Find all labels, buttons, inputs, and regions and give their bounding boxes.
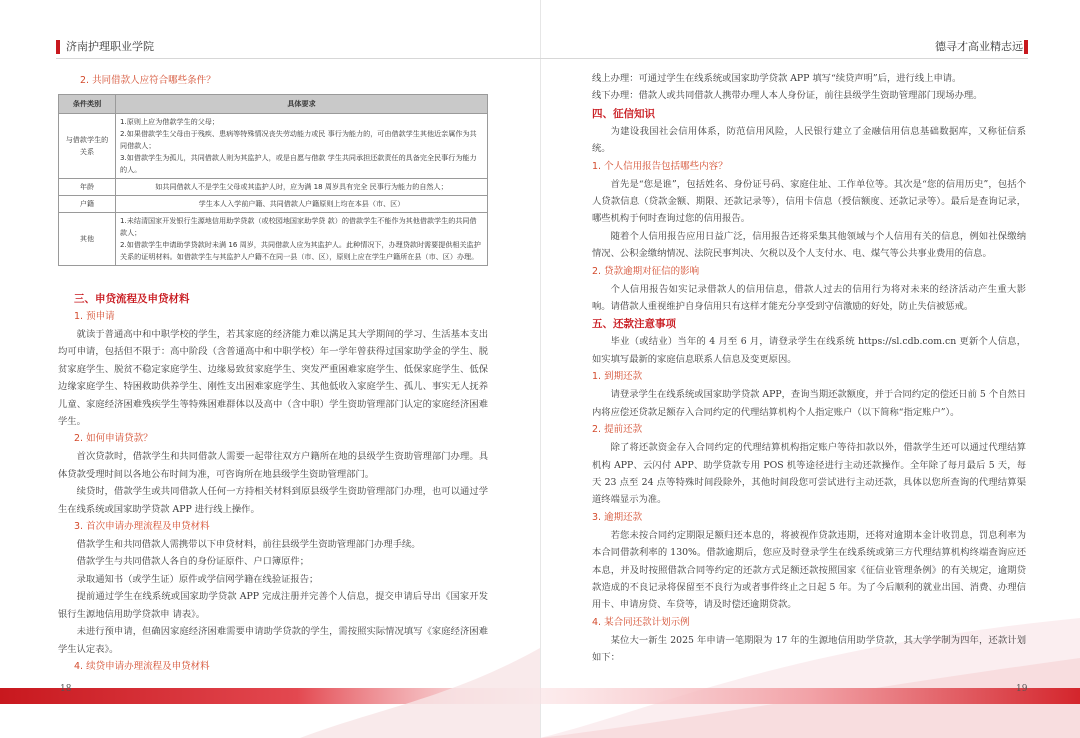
requirement-line: 1.原则上应为借款学生的父母；: [120, 117, 219, 126]
requirement-line: 1.未结清国家开发银行生源地信用助学贷款（或校园地国家助学贷 款）的借款学生不能作为其他借款学生的共同借款人；: [120, 216, 477, 237]
subheading-pre-application: 1. 预申请: [74, 311, 115, 322]
paragraph: 某位大一新生 2025 年申请一笔期限为 17 年的生源地信用助学贷款，其大学学制为四年，还款计划如下：: [592, 634, 1026, 664]
paragraph: 录取通知书（或学生证）原件或学信网学籍在线验证报告；: [76, 573, 319, 585]
college-title: 济南护理职业学院: [66, 40, 154, 53]
subheading-how-to-apply: 2. 如何申请贷款？: [74, 433, 153, 445]
table-row: [59, 114, 488, 179]
paragraph: 借款学生和共同借款人需携带以下申贷材料，前往县级学生资助管理部门办理手续。: [76, 539, 421, 551]
paragraph: 首先是“您是谁”，包括姓名、身份证号码、家庭住址、工作单位等。其次是“您的信用历史”，包括个人贷款信息（贷款金额、期限、还款记录等），信用卡信息（授信额度、还款记录等）。最后是查询记录，哪些机构于何时查询过您的信用报告。: [592, 178, 1026, 225]
paragraph: 借款学生与共同借款人各自的身份证原件、户口簿原件；: [76, 556, 310, 568]
section-title-credit-knowledge: 四、征信知识: [592, 107, 655, 120]
column-header-requirement: 具体要求: [116, 95, 488, 114]
subheading-credit-report: 1. 个人信用报告包括哪些内容？: [592, 160, 728, 172]
right-page: [540, 0, 1080, 738]
page-number: 19: [1016, 684, 1028, 694]
subheading-repayment-plan: 4. 某合同还款计划示例: [592, 616, 690, 628]
requirement-line: 2.如果借款学生父母由于残疾、患病等特殊情况丧失劳动能力或民 事行为能力的，可由借款学生其他近亲属作为共同借款人；: [120, 129, 477, 150]
paragraph: 未进行预申请，但确因家庭经济困难需要申请助学贷款的学生，需按照实际情况填写《家庭经济困难学生认定表》。: [58, 626, 488, 655]
header-divider: [540, 58, 1028, 59]
subheading-renewal: 4. 续贷申请办理流程及申贷材料: [74, 660, 210, 672]
right-body: [592, 70, 1026, 667]
table-row: [59, 196, 488, 213]
table-row: [59, 213, 488, 266]
row-category: 户籍: [59, 196, 116, 213]
section-title-repayment: 五、还款注意事项: [592, 318, 676, 331]
paragraph: 线上办理：可通过学生在线系统或国家助学贷款 APP 填写“续贷声明”后，进行线上申请。: [592, 73, 962, 84]
paragraph: 首次贷款时，借款学生和共同借款人需要一起带往双方户籍所在地的县级学生资助管理部门办理。具体贷款受理时间以各地公布时间为准，可咨询所在地县级学生资助管理部门。: [58, 451, 488, 480]
paragraph: 为建设我国社会信用体系，防范信用风险，人民银行建立了金融信用信息基础数据库，又称征信系统。: [592, 125, 1026, 155]
paragraph: 除了将还款资金存入合同约定的代理结算机构指定账户等待扣款以外，借款学生还可以通过代理结算机构 APP、云闪付 APP、助学贷款专用 POS 机等途径进行主动还款操作。全年除了每月最后 5 天，每天 23 点至 24 点等特殊时间段除外，其他时间段您可尝试进行主动还款，具体以您所查询的代理结算渠道终端显示为准。: [592, 442, 1026, 506]
requirement-line: 3.如借款学生为孤儿，共同借款人则为其监护人，或是自愿与借款 学生共同承担还款责任的具备完全民事行为能力的人。: [120, 153, 477, 174]
row-category: 其他: [59, 213, 116, 266]
co-borrower-requirements-table: [58, 94, 488, 266]
row-requirement: 学生本人入学前户籍、共同借款人户籍原则上均在本县（市、区）: [116, 196, 488, 213]
paragraph: 随着个人信用报告应用日益广泛，信用报告还将采集其他领域与个人信用有关的信息，例如社保缴纳情况、公积金缴纳情况、法院民事判决、欠税以及个人支付水、电、煤气等公共事业费用的信息。: [592, 230, 1026, 260]
paragraph: 就读于普通高中和中职学校的学生，若其家庭的经济能力难以满足其大学期间的学习、生活基本支出均可申请，包括但不限于：高中阶段（含普通高中和中职学校）年一学年曾获得过国家助学金的学生、脱贫家庭学生、脱贫不稳定家庭学生、边缘易致贫家庭学生、突发严重困难家庭学生、低保家庭学生、低保边缘家庭学生、特困救助供养学生、刚性支出困难家庭学生、其他低收入家庭学生、孤儿、事实无人抚养儿童、家庭经济困难残疾学生等特殊困难群体以及高中（含中职）学生资助管理部门认定的家庭经济困难学生。: [58, 329, 488, 428]
table-heading: 2. 共同借款人应符合哪些条件？: [80, 75, 216, 86]
left-body: [58, 290, 488, 676]
header-divider: [56, 58, 540, 59]
motto-title: 德寻才高业精志远: [935, 40, 1023, 53]
paragraph: 续贷时，借款学生或共同借款人任何一方持相关材料到原县级学生资助管理部门办理，也可以通过学生在线系统或国家助学贷款 APP 进行线上操作。: [58, 486, 488, 515]
row-requirement: 如共同借款人不是学生父母或其监护人时，应为满 18 周岁具有完全 民事行为能力的自然人；: [116, 179, 488, 196]
paragraph: 若您未按合同约定期限足额归还本息的，将被视作贷款违期，还将对逾期本金计收罚息，罚息利率为本合同借款利率的 130%。借款逾期后，您应及时登录学生在线系统或第三方代理结算机构终端查询应还本息，并及时按照借款合同等约定的还款方式足额还款按照国家《征信业管理条例》的有关规定，逾期贷款造成的不良记录将保留至不良行为或者事件终止之日起 5 年。为了今后顺利的就业出国、消费、办理信用卡、申请房贷、车贷等，请及时偿还逾期贷款。: [592, 529, 1026, 611]
subheading-overdue-repayment: 3. 逾期还款: [592, 511, 643, 523]
table-row: [59, 179, 488, 196]
paragraph: 提前通过学生在线系统或国家助学贷款 APP 完成注册并完善个人信息，提交申请后导出《国家开发银行生源地信用助学贷款申 请表》。: [58, 591, 488, 620]
paragraph: 线下办理：借款人或共同借款人携带办理人本人身份证，前往县级学生资助管理部门现场办理。: [592, 90, 983, 102]
subheading-first-application: 3. 首次申请办理流程及申贷材料: [74, 521, 210, 533]
subheading-early-repayment: 2. 提前还款: [592, 424, 643, 436]
subheading-due-repayment: 1. 到期还款: [592, 371, 643, 383]
row-requirement: [116, 213, 488, 266]
row-category: 与借款学生的关系: [59, 114, 116, 179]
requirement-line: 2.如借款学生申请助学贷款时未满 16 周岁，共同借款人应为其监护人。此种情况下，办理贷款时需要提供相关监护关系的证明材料。如借款学生与其监护人户籍不在同一县（市、区），原则上应在学生户籍所在县（市、区）办理。: [120, 240, 481, 261]
column-header-category: 条件类别: [59, 95, 116, 114]
header-accent-bar: [1024, 40, 1028, 54]
row-category: 年龄: [59, 179, 116, 196]
row-requirement: [116, 114, 488, 179]
page-number: 18: [60, 684, 72, 694]
subheading-overdue-impact: 2. 贷款逾期对征信的影响: [592, 265, 700, 277]
paragraph: 请登录学生在线系统或国家助学贷款 APP，查询当期还款额度，并于合同约定的偿还日前 5 个自然日内将应偿还贷款足额存入合同约定的代理结算机构个人指定账户（以下简称“指定账户”）。: [592, 389, 1026, 418]
paragraph: 毕业（或结业）当年的 4 月至 6 月，请登录学生在线系统 https://sl.cdb.com.cn 更新个人信息，如实填写最新的家庭信息联系人信息及变更原因。: [592, 336, 1026, 365]
section-title-application-process: 三、申贷流程及申贷材料: [74, 293, 190, 305]
paragraph: 个人信用报告如实记录借款人的信用信息，借款人过去的信用行为将对未来的经济活动产生重大影响。请借款人重视维护自身信用只有这样才能充分享受到守信激励的好处，防止失信被惩戒。: [592, 283, 1026, 313]
header-accent-bar: [56, 40, 60, 54]
table-header-row: [59, 95, 488, 114]
